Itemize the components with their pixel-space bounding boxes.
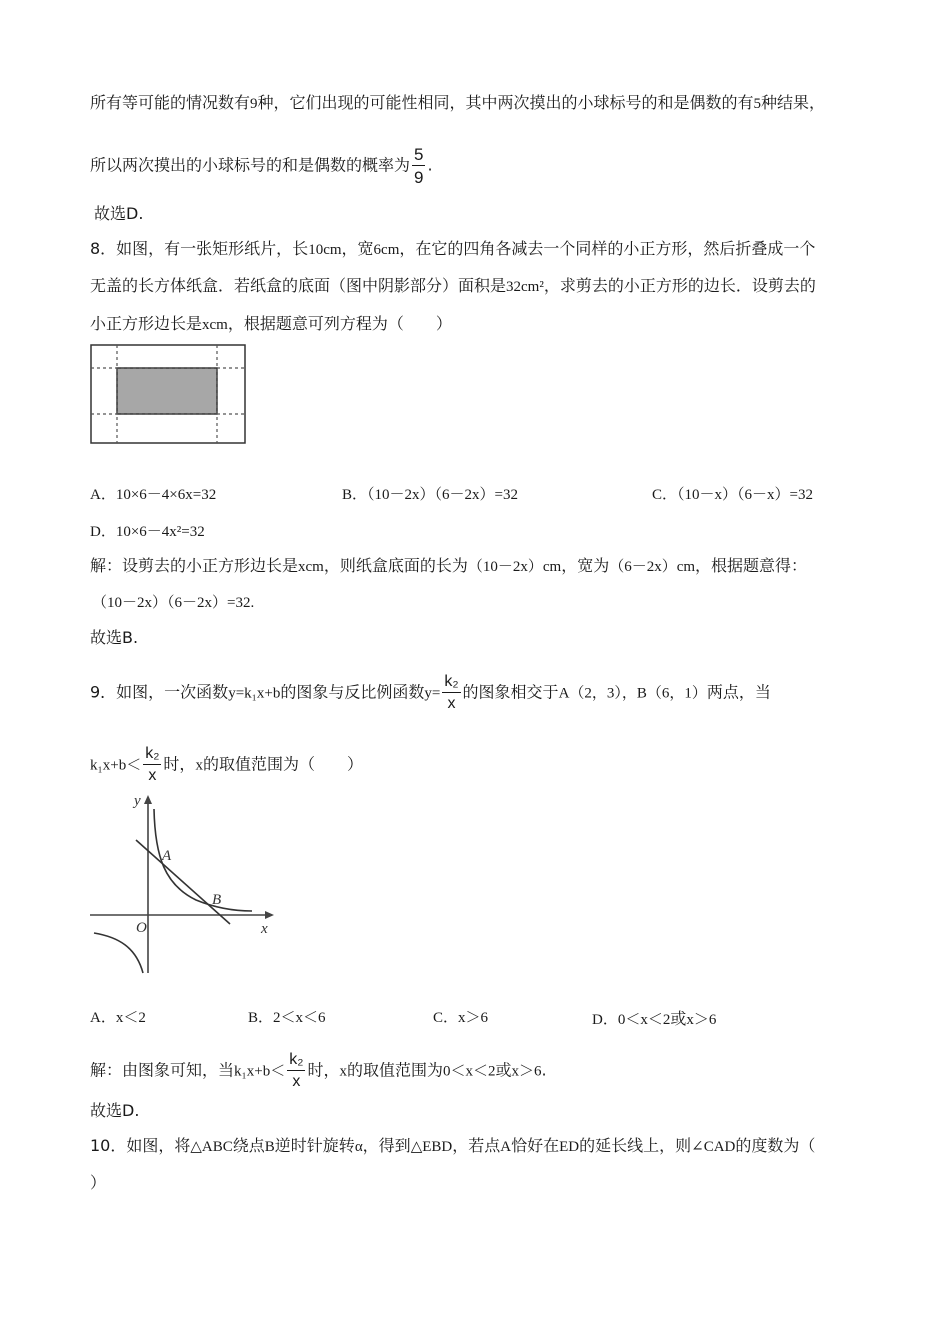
- hyperbola-branch-2: [94, 933, 143, 973]
- box-base-shaded: [117, 368, 217, 414]
- text: 的图象相交于: [462, 682, 559, 702]
- function-graph-figure: [88, 787, 288, 977]
- point-b-label: B: [212, 892, 222, 908]
- text: 的取值范围为: [346, 1060, 443, 1080]
- q8-stem-line-3: [90, 313, 452, 336]
- point-a-label: A: [162, 848, 172, 864]
- math: B: [264, 1139, 275, 1155]
- text: ，则纸盒底面的长为: [323, 556, 468, 575]
- q8-option-d: D．10×6－4x²=32: [90, 524, 205, 540]
- math: 5: [753, 96, 762, 112]
- q9-option-c: C．x＞6: [433, 1010, 489, 1026]
- inverse-function-fraction: [143, 746, 161, 784]
- text: 所有等可能的情况数有: [90, 93, 251, 112]
- text: 解：由图象可知，当: [90, 1060, 235, 1080]
- q7-line-1: [90, 92, 825, 115]
- text: ，宽: [341, 239, 374, 258]
- fraction-numerator: 5: [414, 145, 424, 164]
- text: 两点，当: [706, 682, 771, 702]
- linear-function-line: [136, 840, 230, 924]
- fraction-denominator: x: [447, 695, 456, 712]
- q8-option-b: B．（10－2x）（6－2x）=32: [342, 487, 518, 503]
- text: .: [541, 1060, 547, 1080]
- text: 逆时针旋转: [274, 1136, 355, 1155]
- math: A（2，3），B（6，1）: [558, 685, 707, 702]
- text: 种结果，: [761, 93, 826, 112]
- text: ，求剪去的小正方形的边长．设剪去的: [543, 276, 816, 295]
- text: ，若点: [452, 1136, 501, 1155]
- q9-option-b: B．2＜x＜6: [248, 1010, 326, 1026]
- text: 小正方形边长是: [90, 314, 203, 333]
- text: 时，: [307, 1060, 340, 1080]
- text: 无盖的长方体纸盒．若纸盒的底面（图中阴影部分）面积是: [90, 276, 507, 295]
- q10-stem-line-1: [90, 1135, 815, 1158]
- math: （6－2x）cm: [609, 559, 696, 575]
- text: 解：设剪去的小正方形边长是: [90, 556, 299, 575]
- math: y=: [424, 685, 441, 702]
- text: .: [427, 155, 433, 175]
- math: 10cm: [308, 242, 342, 258]
- text: ，根据题意可列方程为（ ）: [227, 314, 452, 333]
- q9-stem-line-2: [90, 746, 363, 784]
- math: xcm: [202, 317, 228, 333]
- q7-line-2: [90, 146, 433, 186]
- math: x＞6: [511, 1063, 542, 1080]
- math: 9: [250, 96, 258, 112]
- text: 的取值范围为（ ）: [202, 754, 363, 774]
- text: ，在它的四角各减去一个同样的小正方形，然后折叠成一个: [399, 239, 816, 258]
- math: xcm: [298, 559, 324, 575]
- text: 的延长线上，则: [579, 1136, 692, 1155]
- text: 的图象与反比例函数: [280, 682, 425, 702]
- q10-stem-line-2: ）: [90, 1173, 107, 1192]
- math: y=k₁x+b: [228, 685, 281, 702]
- math: x: [339, 1063, 347, 1080]
- math: x: [195, 757, 203, 774]
- y-axis-arrow-icon: [144, 795, 152, 804]
- math: ∠CAD: [691, 1139, 736, 1155]
- q8-solution-line-1: [90, 555, 807, 578]
- math: 0＜x＜2: [442, 1063, 496, 1080]
- text: 10．如图，将: [90, 1136, 191, 1155]
- fraction-denominator: x: [148, 767, 157, 784]
- math: k₁x+b＜: [90, 757, 142, 774]
- x-axis-label: x: [261, 921, 268, 937]
- text: ，宽为: [561, 556, 610, 575]
- text: 种，它们出现的可能性相同，其中两次摸出的小球标号的和是偶数的有: [257, 93, 754, 112]
- text: 恰好在: [511, 1136, 560, 1155]
- fraction-denominator: 9: [414, 168, 424, 187]
- q9-option-d: [592, 1006, 716, 1029]
- q8-option-a: A．10×6－4×6x=32: [90, 487, 217, 503]
- fraction-denominator: x: [292, 1073, 301, 1090]
- text: 8．如图，有一张矩形纸片，长: [90, 239, 309, 258]
- math: 6cm: [373, 242, 400, 258]
- q8-answer: 故选B.: [90, 628, 139, 647]
- math: 32cm²: [506, 279, 544, 295]
- inverse-function-fraction: [287, 1052, 305, 1090]
- math: A: [500, 1139, 512, 1155]
- probability-fraction: [412, 146, 425, 186]
- math: x＞6: [686, 1012, 717, 1028]
- math: △ABC: [190, 1139, 233, 1155]
- math: （10－2x）cm: [467, 559, 562, 575]
- q9-option-a: A．x＜2: [90, 1010, 146, 1026]
- text: 绕点: [232, 1136, 265, 1155]
- fraction-numerator: k₂: [442, 674, 460, 693]
- math: k₁x+b＜: [234, 1063, 286, 1080]
- q9-solution: [90, 1052, 547, 1090]
- fraction-numerator: k₂: [287, 1052, 305, 1071]
- paper-box-figure: [90, 344, 246, 444]
- text: ，根据题意得：: [695, 556, 808, 575]
- text: ，得到: [362, 1136, 411, 1155]
- text: 所以两次摸出的小球标号的和是偶数的概率为: [90, 155, 411, 175]
- q9-stem-line-1: [90, 674, 771, 712]
- q7-answer: 故选D.: [94, 204, 144, 223]
- text: 的度数为（: [735, 1136, 816, 1155]
- inverse-function-fraction: [442, 674, 460, 712]
- y-axis-label: y: [134, 793, 141, 809]
- text: 9．如图，一次函数: [90, 682, 229, 702]
- text: 或: [670, 1009, 687, 1028]
- math: ED: [559, 1139, 580, 1155]
- q8-solution-line-2: （10－2x）（6－2x）=32.: [92, 595, 255, 611]
- q8-stem-line-2: [90, 275, 816, 298]
- q9-answer: 故选D.: [90, 1101, 140, 1120]
- q8-option-c: C．（10－x）（6－x）=32: [652, 487, 813, 503]
- math: D．0＜x＜2: [592, 1012, 671, 1028]
- fraction-numerator: k₂: [143, 746, 161, 765]
- math: △EBD: [410, 1139, 453, 1155]
- q8-stem-line-1: [90, 238, 815, 261]
- origin-label: O: [136, 920, 147, 936]
- x-axis-arrow-icon: [265, 911, 274, 919]
- text: 时，: [163, 754, 196, 774]
- math: α: [354, 1139, 363, 1155]
- text: 或: [495, 1060, 512, 1080]
